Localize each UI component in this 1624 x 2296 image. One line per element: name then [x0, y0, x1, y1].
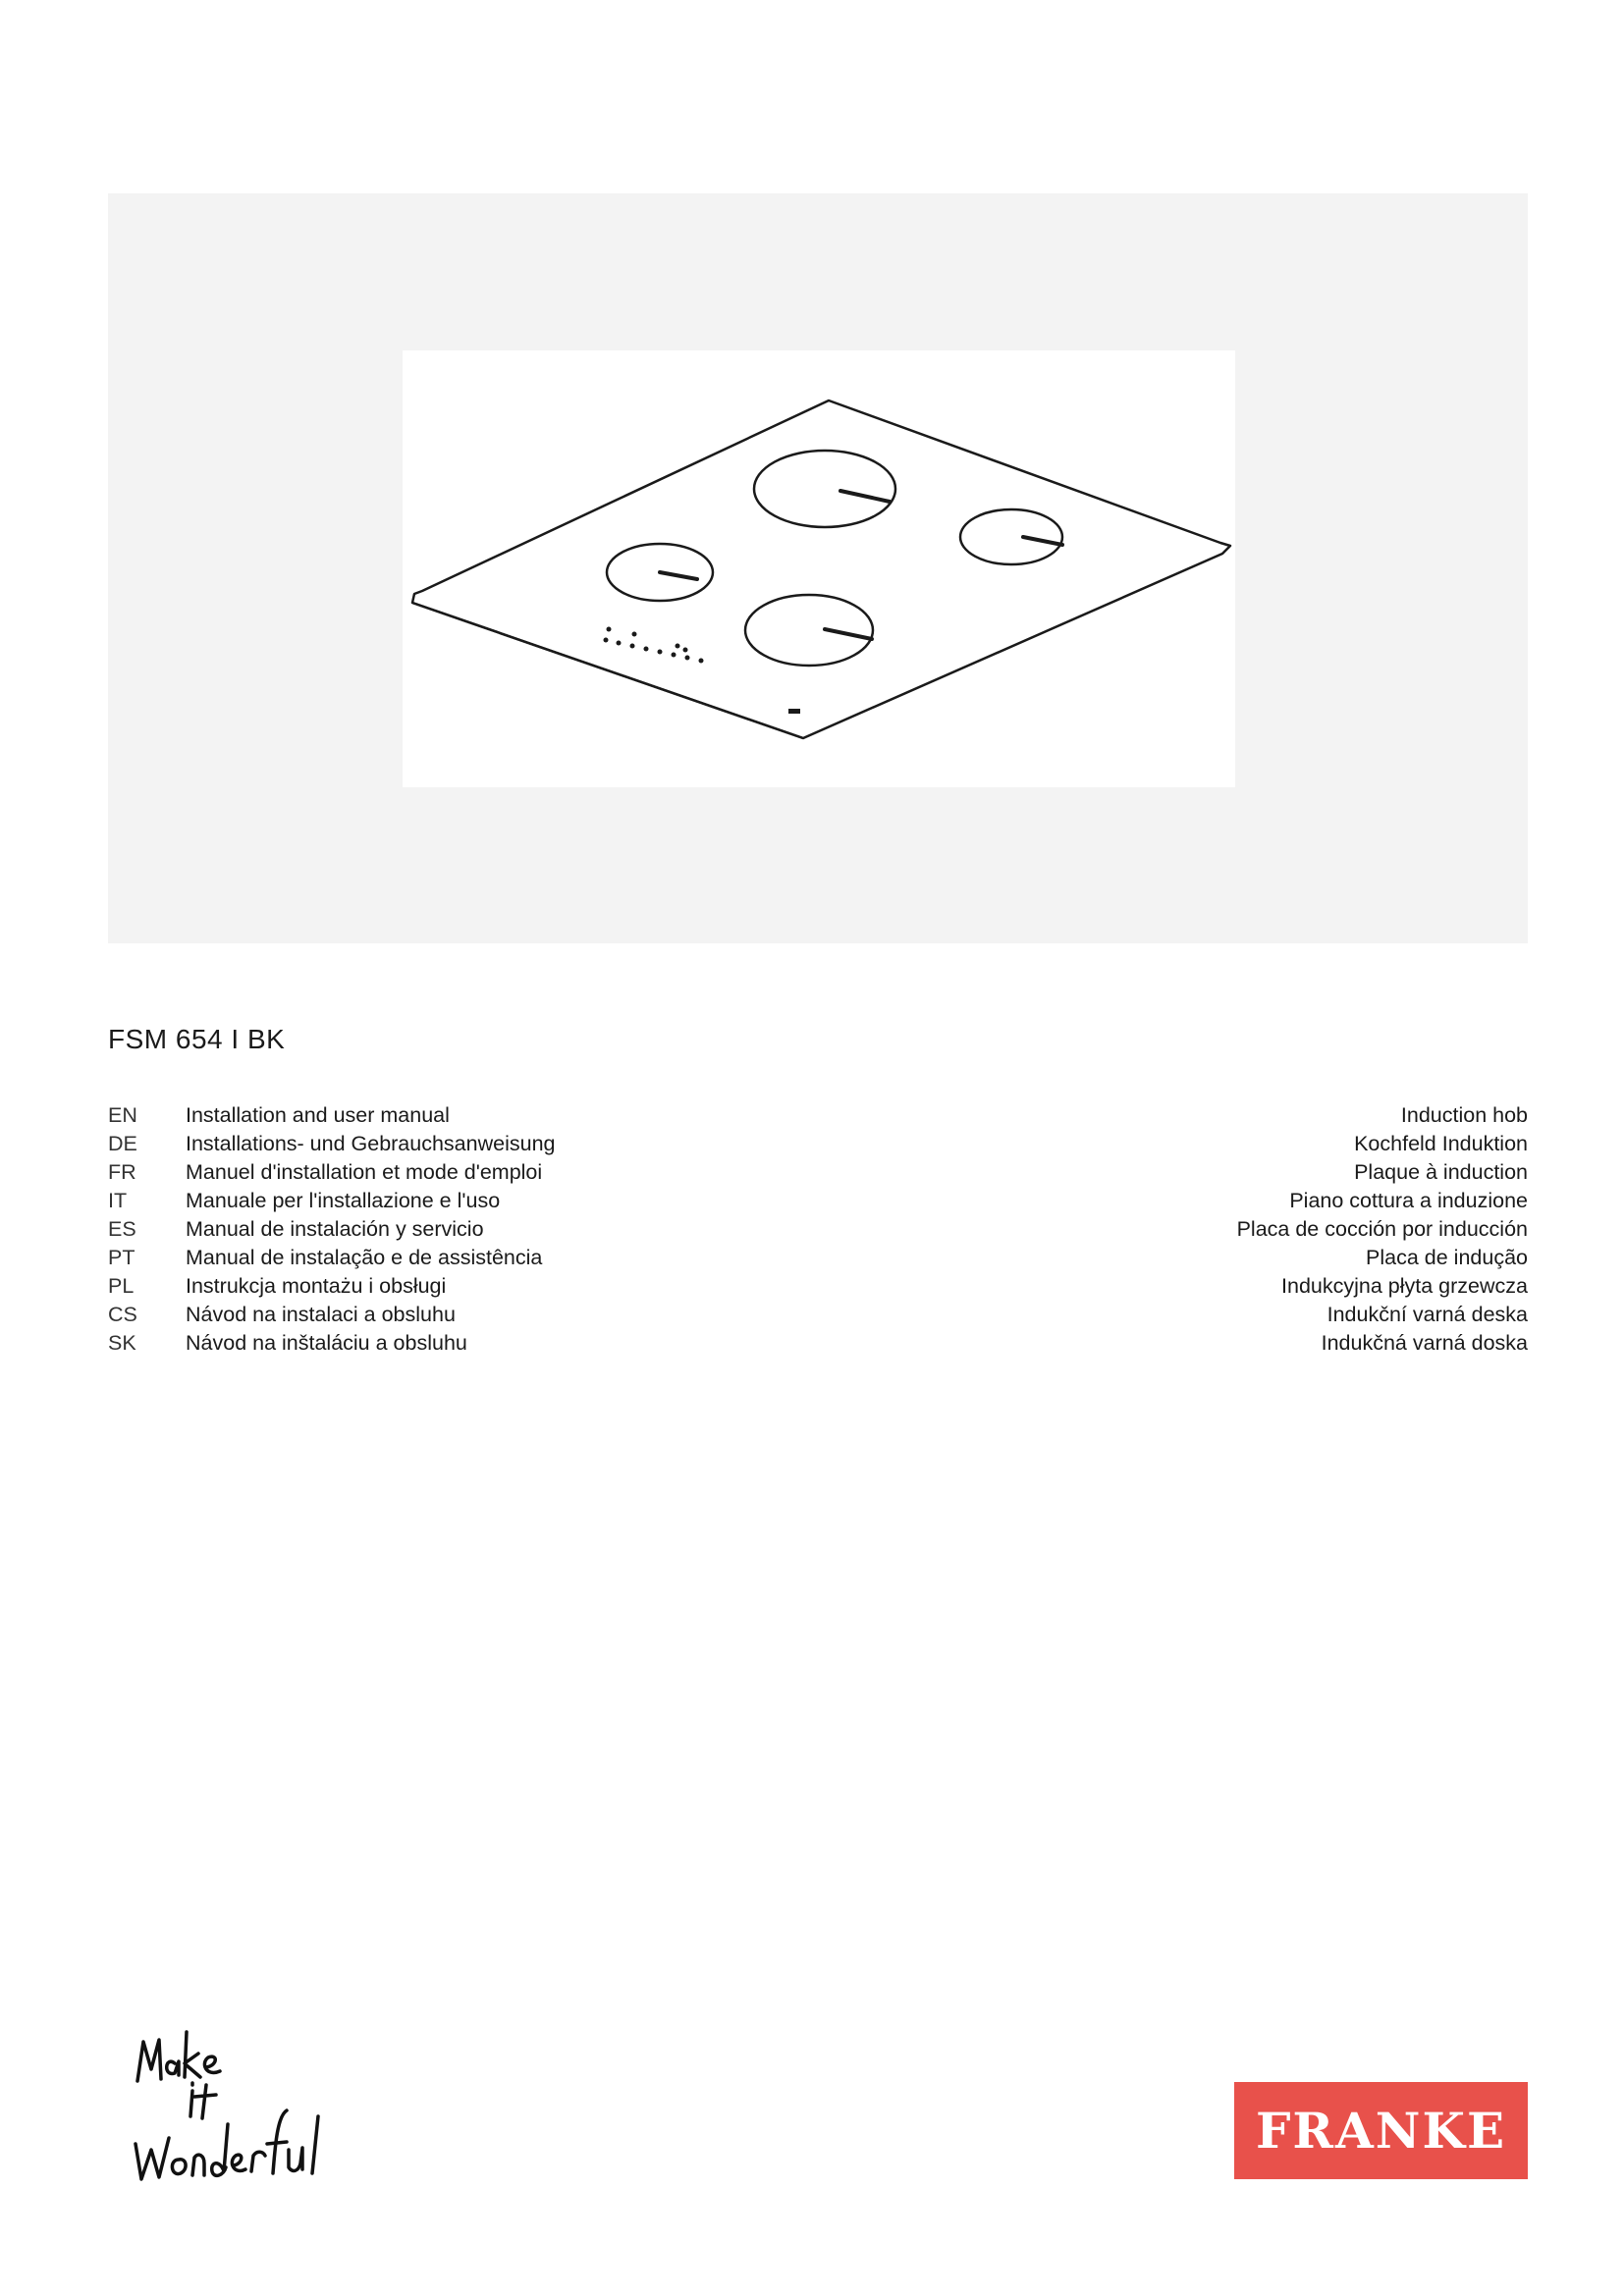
- product-name: Indukcyjna płyta grzewcza: [1281, 1274, 1528, 1298]
- document-row: [108, 1303, 1528, 1331]
- zone-marker: [660, 572, 697, 579]
- model-number: FSM 654 I BK: [108, 1024, 286, 1054]
- hob-front-edge: [412, 603, 803, 738]
- document-language-list: [108, 1103, 1528, 1360]
- zone-back-center: [754, 451, 895, 527]
- control-panel-icons: [604, 627, 801, 715]
- document-row: [108, 1246, 1528, 1274]
- document-row: [108, 1331, 1528, 1360]
- manual-title: Návod na instalaci a obsluhu: [186, 1303, 456, 1326]
- zone-front-center: [745, 595, 873, 666]
- document-row: [108, 1103, 1528, 1132]
- document-row: [108, 1217, 1528, 1246]
- zone-marker: [1023, 537, 1062, 545]
- product-name: Indukčná varná doska: [1321, 1331, 1528, 1355]
- induction-hob-illustration: [403, 350, 1235, 787]
- manual-title: Návod na inštaláciu a obsluhu: [186, 1331, 467, 1355]
- manual-title: Instrukcja montażu i obsługi: [186, 1274, 447, 1298]
- language-code: DE: [108, 1132, 137, 1155]
- language-code: CS: [108, 1303, 137, 1326]
- document-row: [108, 1160, 1528, 1189]
- product-name: Placa de cocción por inducción: [1236, 1217, 1528, 1241]
- brand-badge: [788, 709, 800, 714]
- document-row: [108, 1189, 1528, 1217]
- product-name: Plaque à induction: [1354, 1160, 1528, 1184]
- product-name: Indukční varná deska: [1326, 1303, 1528, 1326]
- manual-title: Manuale per l'installazione e l'uso: [186, 1189, 501, 1212]
- manual-title: Manuel d'installation et mode d'emploi: [186, 1160, 543, 1184]
- document-row: [108, 1274, 1528, 1303]
- hero-panel: [108, 193, 1528, 943]
- hob-drawing: [403, 350, 1235, 787]
- language-code: PL: [108, 1274, 135, 1298]
- language-code: FR: [108, 1160, 136, 1184]
- product-name: Kochfeld Induktion: [1354, 1132, 1528, 1155]
- product-name: Placa de indução: [1366, 1246, 1528, 1269]
- language-code: EN: [108, 1103, 137, 1127]
- manual-title: Manual de instalación y servicio: [186, 1217, 484, 1241]
- slogan-handwritten-icon: [130, 2022, 326, 2199]
- manual-title: Installations- und Gebrauchsanweisung: [186, 1132, 556, 1155]
- language-code: SK: [108, 1331, 136, 1355]
- document-row: [108, 1132, 1528, 1160]
- language-code: IT: [108, 1189, 128, 1212]
- franke-logo: [1234, 2082, 1528, 2179]
- language-code: ES: [108, 1217, 136, 1241]
- zone-right: [960, 509, 1062, 564]
- zone-marker: [840, 491, 890, 502]
- language-code: PT: [108, 1246, 135, 1269]
- zone-marker: [825, 629, 872, 639]
- manual-title: Manual de instalação e de assistência: [186, 1246, 543, 1269]
- manual-title: Installation and user manual: [186, 1103, 450, 1127]
- product-name: Piano cottura a induzione: [1289, 1189, 1528, 1212]
- brand-name: FRANKE: [1255, 2102, 1507, 2160]
- product-name: Induction hob: [1400, 1103, 1528, 1127]
